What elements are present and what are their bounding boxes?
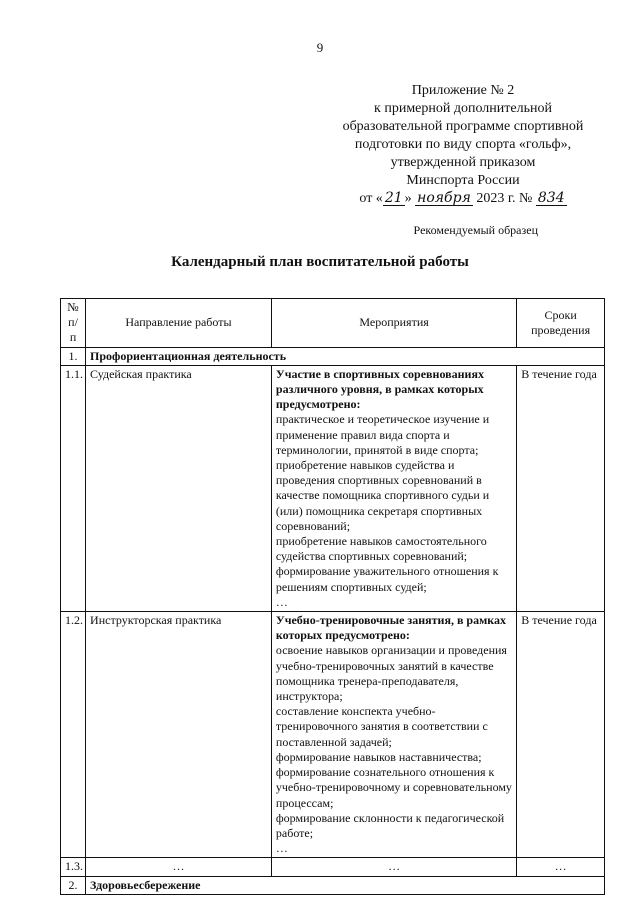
header-num: № п/п: [61, 299, 86, 348]
row-num: 1.1.: [61, 365, 86, 611]
header-timing: Сроки проведения: [517, 299, 605, 348]
row-timing: В течение года: [517, 612, 605, 858]
row-direction: Судейская практика: [86, 365, 272, 611]
event-item: …: [275, 841, 288, 856]
order-year: 2023 г. №: [476, 191, 533, 206]
event-item: …: [275, 594, 288, 609]
row-events: …: [271, 858, 516, 876]
appendix-line: образовательной программе спортивной: [342, 119, 584, 134]
row-direction: …: [86, 858, 272, 876]
event-item: формирование сознательного отношения к учебно-тренировочному и соревновательному процессам;: [275, 765, 512, 810]
event-item: формирование уважительного отношения к решениям спортивных судей;: [275, 564, 499, 594]
row-direction: Инструкторская практика: [86, 612, 272, 858]
order-day: 21: [384, 190, 403, 206]
event-title: Участие в спортивных соревнованиях различного уровня, в рамках которых предусмотрено:: [275, 366, 484, 412]
order-line: [318, 190, 608, 208]
order-mid: »: [404, 191, 412, 206]
order-month: ноября: [417, 190, 471, 206]
event-item: приобретение навыков самостоятельного судейства спортивных соревнований;: [275, 534, 487, 564]
appendix-line: к примерной дополнительной: [374, 101, 552, 116]
plan-table: [60, 298, 605, 895]
section-label: Профориентационная деятельность: [86, 347, 605, 365]
header-events: Мероприятия: [271, 299, 516, 348]
row-events: [271, 612, 516, 858]
appendix-block: [318, 82, 608, 208]
appendix-line: Приложение № 2: [411, 83, 515, 98]
page-number: 9: [316, 40, 324, 55]
event-item: формирование склонности к педагогической работе;: [275, 810, 505, 840]
section-label: Здоровьесбережение: [86, 876, 605, 894]
table-row: [61, 858, 605, 876]
appendix-line: подготовки по виду спорта «гольф»,: [354, 137, 572, 152]
row-num: 1.3.: [61, 858, 86, 876]
event-title: Учебно-тренировочные занятия, в рамках которых предусмотрено:: [275, 613, 506, 643]
order-number: 834: [537, 190, 565, 206]
row-num: 1.2.: [61, 612, 86, 858]
table-row: [61, 612, 605, 858]
event-item: освоение навыков организации и проведения учебно-тренировочных занятий в качестве помощника тренера-преподавателя, инструктора;: [275, 643, 507, 704]
appendix-line: утвержденной приказом: [390, 155, 536, 170]
event-item: приобретение навыков судейства и проведения спортивных соревнований в качестве помощника спортивного судьи и (или) помощника секретаря спортивных соревнований;: [275, 458, 490, 533]
table-row: [61, 365, 605, 611]
document-title: Календарный план воспитательной работы: [171, 254, 469, 270]
appendix-line: Минспорта России: [406, 173, 520, 188]
event-item: составление конспекта учебно-тренировочного занятия в соответствии с поставленной задачей;: [275, 704, 488, 749]
section-num: 1.: [61, 347, 86, 365]
event-item: практическое и теоретическое изучение и применение правил вида спорта и терминологии, принятой в виде спорта;: [275, 412, 490, 457]
row-timing: В течение года: [517, 365, 605, 611]
table-header-row: [61, 299, 605, 348]
section-row: [61, 347, 605, 365]
section-row: [61, 876, 605, 894]
order-prefix: от «: [359, 191, 383, 206]
event-item: формирование навыков наставничества;: [275, 749, 482, 764]
header-direction: Направление работы: [86, 299, 272, 348]
row-timing: …: [517, 858, 605, 876]
sample-label: Рекомендуемый образец: [413, 223, 538, 237]
section-num: 2.: [61, 876, 86, 894]
row-events: [271, 365, 516, 611]
